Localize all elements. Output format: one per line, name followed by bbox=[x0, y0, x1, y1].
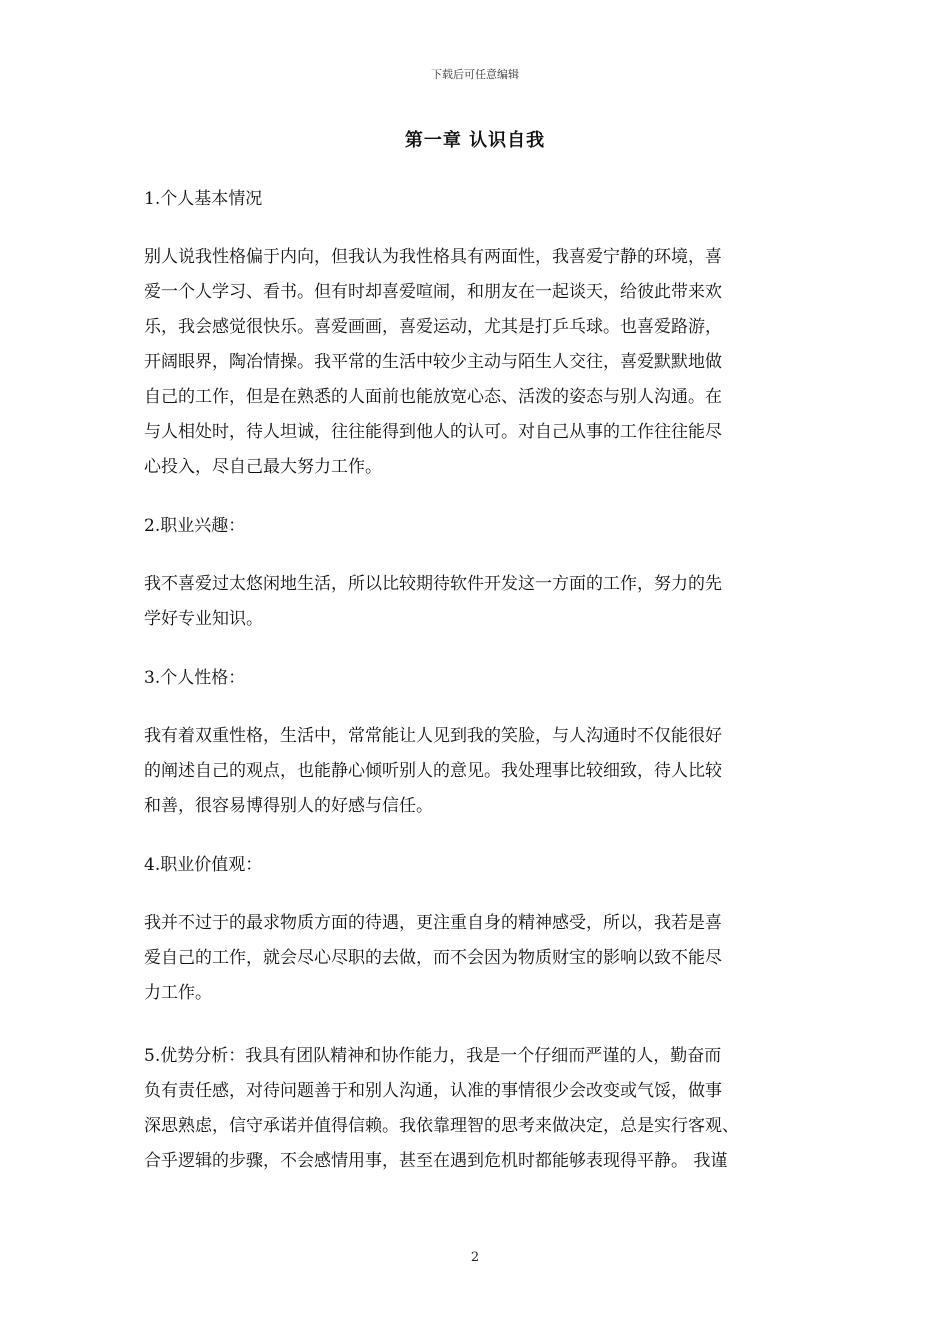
text-line: 爱自己的工作，就会尽心尽职的去做，而不会因为物质财宝的影响以致不能尽 bbox=[144, 948, 722, 968]
section-heading-basic-info: 1.个人基本情况 bbox=[144, 189, 263, 209]
chapter-title: 第一章 认识自我 bbox=[404, 130, 546, 151]
text-line: 我有着双重性格，生活中，常常能让人见到我的笑脸，与人沟通时不仅能很好 bbox=[144, 726, 722, 746]
text-line: 力工作。 bbox=[144, 983, 212, 1003]
text-line: 和善，很容易博得别人的好感与信任。 bbox=[144, 796, 433, 816]
header-note: 下载后可任意编辑 bbox=[431, 68, 519, 81]
text-line: 5.优势分析：我具有团队精神和协作能力，我是一个仔细而严谨的人，勤奋而 bbox=[144, 1046, 722, 1066]
text-line: 别人说我性格偏于内向，但我认为我性格具有两面性，我喜爱宁静的环境，喜 bbox=[144, 247, 722, 267]
document-body bbox=[144, 186, 834, 1207]
text-line: 乐，我会感觉很快乐。喜爱画画，喜爱运动，尤其是打乒乓球。也喜爱路游， bbox=[144, 317, 722, 337]
paragraph-personality bbox=[144, 719, 834, 824]
text-line: 合乎逻辑的步骤，不会感情用事，甚至在遇到危机时都能够表现得平静。 我谨 bbox=[144, 1151, 728, 1171]
section-heading-values: 4.职业价值观： bbox=[144, 855, 263, 875]
text-line: 负有责任感，对待问题善于和别人沟通，认准的事情很少会改变或气馁，做事 bbox=[144, 1081, 722, 1101]
section-heading-personality: 3.个人性格： bbox=[144, 668, 246, 688]
text-line: 自己的工作，但是在熟悉的人面前也能放宽心态、活泼的姿态与别人沟通。在 bbox=[144, 387, 722, 407]
section-heading-career-interest: 2.职业兴趣： bbox=[144, 516, 246, 536]
text-line: 心投入，尽自己最大努力工作。 bbox=[144, 457, 382, 477]
text-line: 的阐述自己的观点，也能静心倾听别人的意见。我处理事比较细致，待人比较 bbox=[144, 761, 722, 781]
paragraph-basic-info bbox=[144, 240, 834, 485]
paragraph-values bbox=[144, 906, 834, 1011]
paragraph-strength-analysis bbox=[144, 1039, 834, 1179]
page-number: 2 bbox=[470, 1250, 480, 1265]
text-line: 与人相处时，待人坦诚，往往能得到他人的认可。对自己从事的工作往往能尽 bbox=[144, 422, 722, 442]
text-line: 我并不过于的最求物质方面的待遇，更注重自身的精神感受，所以，我若是喜 bbox=[144, 913, 722, 933]
text-line: 我不喜爱过太悠闲地生活，所以比较期待软件开发这一方面的工作，努力的先 bbox=[144, 574, 722, 594]
text-line: 爱一个人学习、看书。但有时却喜爱喧闹，和朋友在一起谈天，给彼此带来欢 bbox=[144, 282, 722, 302]
text-line: 开阔眼界，陶冶情操。我平常的生活中较少主动与陌生人交往，喜爱默默地做 bbox=[144, 352, 722, 372]
text-line: 深思熟虑，信守承诺并值得信赖。我依靠理智的思考来做决定，总是实行客观、 bbox=[144, 1116, 739, 1136]
text-line: 学好专业知识。 bbox=[144, 609, 263, 629]
paragraph-career-interest bbox=[144, 567, 834, 637]
